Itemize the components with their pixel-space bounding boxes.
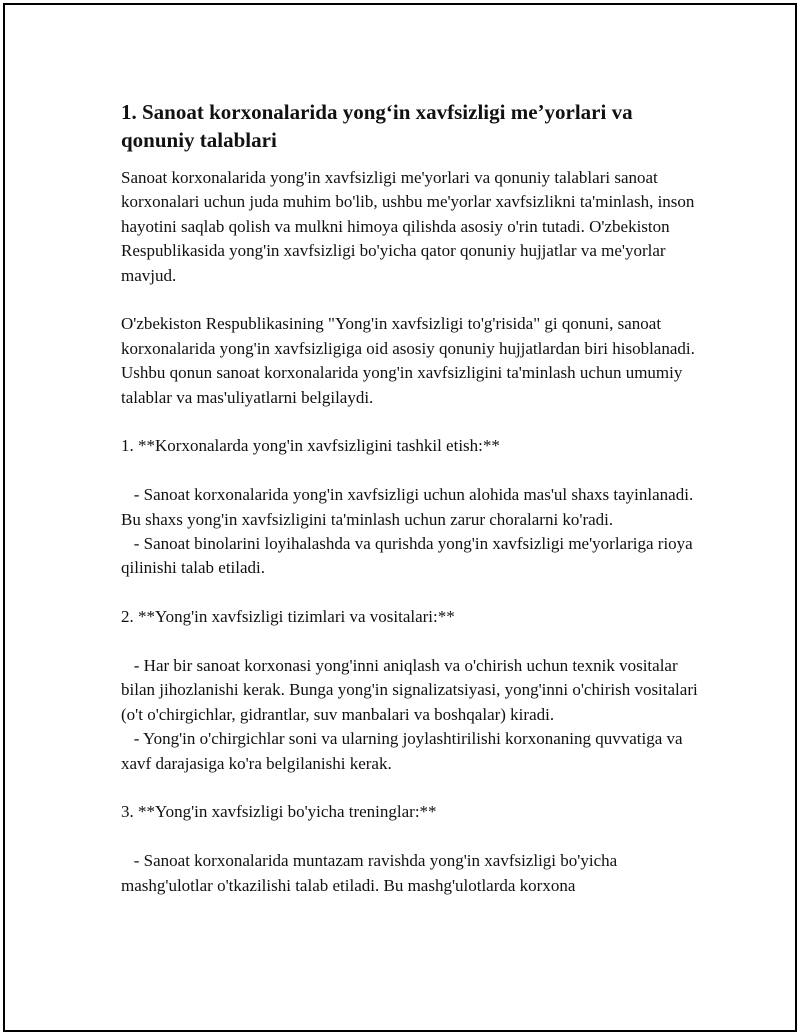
list-item-body-2: - Har bir sanoat korxonasi yong'inni aniqlash va o'chirish uchun texnik vositalar bilan jihozlanishi kerak. Bunga yong'in signalizatsiyasi, yong'inni o'chirish vositalari (o't o'chirgichlar, gidrantlar, suv manbalari va boshqalar) kiradi. - Yong'in o'chirgichlar soni va ularning joylashtirilishi korxonaning quvvatiga va xavf darajasiga ko'ra belgilanishi kerak.: [121, 656, 698, 773]
document-body: [121, 98, 701, 898]
list-item-heading-1: 1. **Korxonalarda yong'in xavfsizligini tashkil etish:**: [121, 436, 500, 456]
paragraph-spacer: [121, 288, 701, 312]
section-heading: 1. Sanoat korxonalarida yong‘in xavfsizligi me’yorlari va qonuniy talablari: [121, 100, 633, 152]
list-item-heading-2: 2. **Yong'in xavfsizligi tizimlari va vositalari:**: [121, 607, 455, 627]
paragraph-intro: Sanoat korxonalarida yong'in xavfsizligi me'yorlari va qonuniy talablari sanoat korxonalari uchun juda muhim bo'lib, ushbu me'yorlar xavfsizlikni ta'minlash, inson hayotini saqlab qolish va mulkni himoya qilishda asosiy o'rin tutadi. O'zbekiston Respublikasida yong'in xavfsizligi bo'yicha qator qonuniy hujjatlar va me'yorlar mavjud.: [121, 168, 699, 285]
paragraph-spacer: [121, 581, 701, 605]
paragraph-spacer: [121, 825, 701, 849]
paragraph-spacer: [121, 410, 701, 434]
paragraph-spacer: [121, 630, 701, 654]
page-frame: [3, 3, 797, 1032]
paragraph-spacer: [121, 776, 701, 800]
list-item-heading-3: 3. **Yong'in xavfsizligi bo'yicha treninglar:**: [121, 802, 437, 822]
list-item-body-1: - Sanoat korxonalarida yong'in xavfsizligi uchun alohida mas'ul shaxs tayinlanadi. Bu shaxs yong'in xavfsizligini ta'minlash uchun zarur choralarni ko'radi. - Sanoat binolarini loyihalashda va qurishda yong'in xavfsizligi me'yorlariga rioya qilinishi talab etiladi.: [121, 485, 694, 578]
paragraph-law: O'zbekiston Respublikasining "Yong'in xavfsizligi to'g'risida" gi qonuni, sanoat korxonalarida yong'in xavfsizligiga oid asosiy qonuniy hujjatlardan biri hisoblanadi. Ushbu qonun sanoat korxonalarida yong'in xavfsizligini ta'minlash uchun umumiy talablar va mas'uliyatlarni belgilaydi.: [121, 314, 700, 407]
paragraph-spacer: [121, 459, 701, 483]
list-item-body-3: - Sanoat korxonalarida muntazam ravishda yong'in xavfsizligi bo'yicha mashg'ulotlar o'tkazilishi talab etiladi. Bu mashg'ulotlarda korxona: [121, 851, 622, 895]
